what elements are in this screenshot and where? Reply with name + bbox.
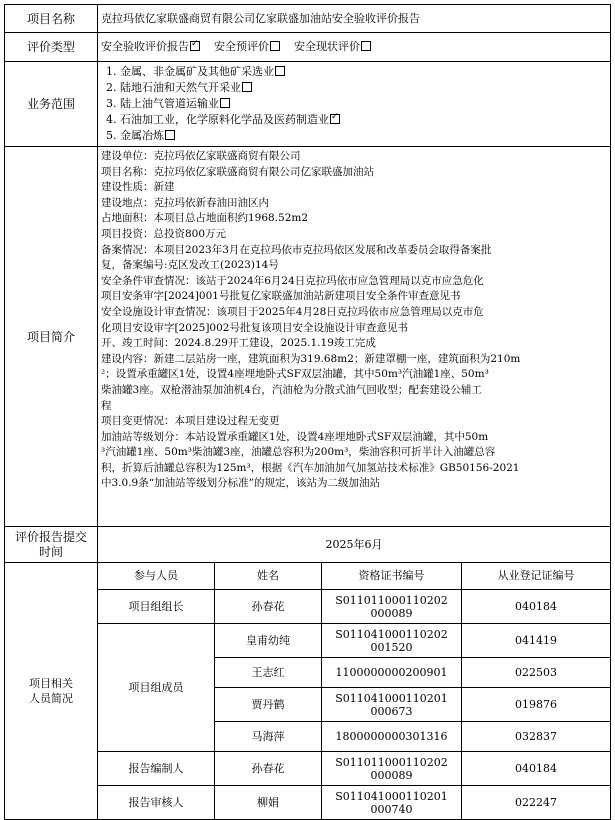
intro-schedule: 开、竣工时间：2024.8.29开工建设，2025.1.19竣工完成 <box>101 337 376 350</box>
cert-line: S011041000110202 <box>335 627 448 641</box>
person-name: 柳娟 <box>215 786 322 820</box>
checkbox-checked-icon <box>190 41 200 51</box>
intro-construction-unit: 建设单位：克拉玛依亿家联盛商贸有限公司 <box>101 150 301 162</box>
person-name: 王志红 <box>215 658 322 688</box>
checkbox-empty-icon <box>242 82 252 92</box>
intro-design-review: 安全设施设计审查情况：该项目于2025年4月28日克拉玛依市应急管理局以克市危 <box>101 305 484 318</box>
personnel-header-row <box>5 563 611 590</box>
checkbox-empty-icon <box>361 41 371 51</box>
project-name-value: 克拉玛依亿家联盛商贸有限公司亿家联盛加油站安全验收评价报告 <box>98 5 611 33</box>
cert-line: S011011000110202 <box>335 593 448 607</box>
intro-content: 建设内容：新建二层站房一座，建筑面积为319.68m2；新建罩棚一座，建筑面积为210m <box>101 352 521 365</box>
cert-line: S011011000110202 <box>335 755 448 769</box>
col-header-reg: 从业登记证编号 <box>462 563 611 590</box>
cert-number <box>322 590 462 624</box>
cert-number <box>322 688 462 722</box>
row-project-name <box>5 5 611 33</box>
intro-area: 占地面积：本项目总占地面积约1968.52m2 <box>101 212 309 225</box>
person-name: 孙春花 <box>215 590 322 624</box>
reg-number: 022503 <box>462 658 611 688</box>
person-name: 皇甫幼纯 <box>215 624 322 658</box>
cert-number: 1100000000200901 <box>322 658 462 688</box>
project-intro-body <box>98 147 611 527</box>
checkbox-empty-icon <box>270 41 280 51</box>
reg-number: 040184 <box>462 752 611 786</box>
person-name: 孙春花 <box>215 752 322 786</box>
intro-content: 柴油罐3座。双枪潜油泵加油机4台，汽油枪为分散式油气回收型；配套建设公辅工 <box>101 383 482 396</box>
scope-item: 1. 金属、非金属矿及其他矿采选业 <box>106 64 607 80</box>
cert-line: 000089 <box>370 606 413 620</box>
business-scope-label: 业务范围 <box>5 62 98 147</box>
submit-time-label <box>5 527 98 563</box>
intro-grade: ³汽油罐1座、50m³柴油罐3座，油罐总容积为200m³，柴油容积可折半计入油罐总容 <box>101 446 496 459</box>
eval-type-label: 评价类型 <box>5 33 98 62</box>
eval-type-options <box>98 33 611 62</box>
checkbox-checked-icon <box>330 114 340 124</box>
scope-item: 5. 金属冶炼 <box>106 128 607 144</box>
intro-nature: 建设性质：新建 <box>101 181 175 194</box>
cert-line: 000740 <box>370 802 413 816</box>
intro-content: 程 <box>101 399 112 412</box>
eval-option-acceptance: 安全验收评价报告✓ <box>101 40 200 53</box>
row-submit-time <box>5 527 611 563</box>
project-name-label: 项目名称 <box>5 5 98 33</box>
scope-item: 3. 陆上油气管道运输业 <box>106 96 607 112</box>
cert-line: 000673 <box>370 704 413 718</box>
intro-grade: 中3.0.9条“加油站等级划分标准”的规定，该站为二级加油站 <box>101 477 380 490</box>
intro-project-name: 项目名称：克拉玛依亿家联盛商贸有限公司亿家联盛加油站 <box>101 165 374 178</box>
personnel-label <box>5 563 98 820</box>
intro-safety-review: 项目安条审字[2024]001号批复亿家联盛加油站新建项目安全条件审查意见书 <box>101 290 461 303</box>
submit-time-label-line: 时间 <box>38 544 63 559</box>
intro-location: 建设地点：克拉玛依新春油田油区内 <box>101 196 269 209</box>
reg-number: 041419 <box>462 624 611 658</box>
intro-design-review: 化项目安设审字[2025]002号批复该项目安全设施设计审查意见书 <box>101 321 408 334</box>
submit-time-value: 2025年6月 <box>98 527 611 563</box>
intro-content: ²；设置承重罐区1处，设置4座埋地卧式SF双层油罐，其中50m³汽油罐1座、50m³ <box>101 368 489 381</box>
row-eval-type <box>5 33 611 62</box>
row-business-scope <box>5 62 611 147</box>
cert-line: S011041000110201 <box>335 789 448 803</box>
scope-item: 2. 陆地石油和天然气开采业 <box>106 80 607 96</box>
cert-number <box>322 752 462 786</box>
business-scope-list <box>98 62 611 147</box>
cert-line: 000089 <box>370 768 413 782</box>
cert-line: S011041000110201 <box>335 691 448 705</box>
col-header-role: 参与人员 <box>98 563 215 590</box>
personnel-label-line: 人员简况 <box>29 692 73 705</box>
intro-grade: 积，折算后油罐总容积为125m³，根据《汽车加油加气加氢站技术标准》GB50156-2021 <box>101 461 520 474</box>
intro-investment: 项目投资：总投资800万元 <box>101 227 227 240</box>
checkbox-empty-icon <box>275 66 285 76</box>
role-leader: 项目组组长 <box>98 590 215 624</box>
role-reviewer: 报告审核人 <box>98 786 215 820</box>
reg-number: 032837 <box>462 722 611 752</box>
person-name: 贾丹鹤 <box>215 688 322 722</box>
report-info-table <box>4 4 611 820</box>
intro-grade: 加油站等级划分：本站设置承重罐区1处，设置4座埋地卧式SF双层油罐，其中50m <box>101 430 489 443</box>
intro-filing: 备案情况：本项目2023年3月在克拉玛依市克拉玛依区发展和改革委员会取得备案批 <box>101 243 492 256</box>
role-editor: 报告编制人 <box>98 752 215 786</box>
intro-filing: 复，备案编号:克区发改工(2023)14号 <box>101 259 279 272</box>
reg-number: 022247 <box>462 786 611 820</box>
eval-option-pre: 安全预评价 <box>214 40 280 53</box>
scope-item: 4. 石油加工业，化学原料化学品及医药制造业✓ <box>106 112 607 128</box>
cert-number <box>322 624 462 658</box>
project-intro-label: 项目简介 <box>5 147 98 527</box>
col-header-name: 姓名 <box>215 563 322 590</box>
reg-number: 040184 <box>462 590 611 624</box>
cert-number: 1800000000301316 <box>322 722 462 752</box>
personnel-label-line: 项目相关 <box>29 677 73 690</box>
role-members: 项目组成员 <box>98 624 215 752</box>
checkbox-empty-icon <box>220 98 230 108</box>
checkbox-empty-icon <box>165 130 175 140</box>
cert-line: 001520 <box>370 640 413 654</box>
cert-number <box>322 786 462 820</box>
intro-safety-review: 安全条件审查情况：该站于2024年6月24日克拉玛依市应急管理局以克市应急危化 <box>101 274 484 287</box>
person-name: 马海萍 <box>215 722 322 752</box>
reg-number: 019876 <box>462 688 611 722</box>
col-header-cert: 资格证书编号 <box>322 563 462 590</box>
eval-option-status: 安全现状评价 <box>294 40 371 53</box>
intro-change: 项目变更情况：本项目建设过程无变更 <box>101 415 280 428</box>
submit-time-label-line: 评价报告提交 <box>14 529 87 544</box>
row-project-intro <box>5 147 611 527</box>
